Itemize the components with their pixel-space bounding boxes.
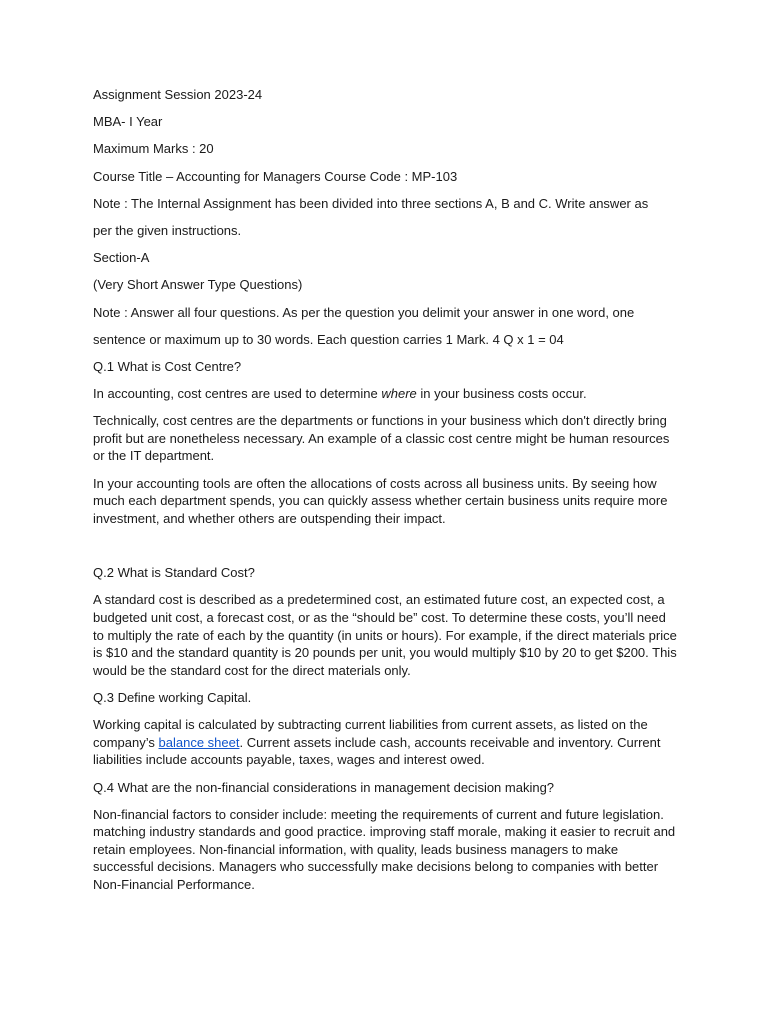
- answer-1-text-a: In accounting, cost centres are used to determine: [93, 386, 382, 402]
- section-note-line-1: Note : Answer all four questions. As per the question you delimit your answer in one word, one: [93, 304, 635, 320]
- assignment-note-line-2: per the given instructions.: [93, 222, 242, 238]
- answer-1-paragraph-1: [93, 385, 679, 403]
- answer-3: [93, 716, 679, 769]
- section-title: Section-A: [93, 250, 150, 266]
- answer-4: Non-financial factors to consider include: meeting the requirements of current and future legislation. matching industry standards and good practice. improving staff morale, making it easier to recruit and retain employees. Non-financial information, with quality, leads business managers to make successful decisions. Managers who successfully make decisions belong to companies with better Non-Financial Performance.: [93, 806, 676, 893]
- course-title: Course Title – Accounting for Managers Course Code : MP-103: [93, 168, 458, 184]
- document-page: [93, 86, 679, 903]
- assignment-note-line-1: Note : The Internal Assignment has been divided into three sections A, B and C. Write answer as: [93, 195, 649, 211]
- program-year: MBA- I Year: [93, 114, 163, 130]
- answer-2: A standard cost is described as a predetermined cost, an estimated future cost, an expected cost, a budgeted unit cost, a forecast cost, or as the “should be” cost. To determine these costs, you’ll need to multiply the rate of each by the quantity (in units or hours). For example, if the direct materials price is $10 and the standard quantity is 20 pounds per unit, you would multiply $10 by 20 to get $200. This would be the standard cost for the direct materials only.: [93, 592, 677, 678]
- question-2: Q.2 What is Standard Cost?: [93, 565, 255, 581]
- assignment-session: Assignment Session 2023-24: [93, 87, 263, 102]
- blank-line: [93, 537, 679, 555]
- section-note-line-2: sentence or maximum up to 30 words. Each question carries 1 Mark. 4 Q x 1 = 04: [93, 331, 564, 347]
- maximum-marks: Maximum Marks : 20: [93, 141, 214, 157]
- answer-3-text-a: Working capital is calculated by subtracting current liabilities from current assets, as listed on the company’s: [93, 717, 648, 750]
- question-3: Q.3 Define working Capital.: [93, 689, 252, 705]
- balance-sheet-link[interactable]: balance sheet: [158, 734, 240, 750]
- answer-1-emphasis: where: [381, 386, 417, 402]
- answer-1-paragraph-2: Technically, cost centres are the departments or functions in your business which don't directly bring profit but are nonetheless necessary. An example of a classic cost centre might be human resources or the IT department.: [93, 413, 670, 464]
- question-1: Q.1 What is Cost Centre?: [93, 358, 242, 374]
- answer-3-text-b: . Current assets include cash, accounts receivable and inventory. Current liabilities include accounts payable, taxes, wages and interest owed.: [93, 734, 661, 768]
- answer-1-text-b: in your business costs occur.: [416, 386, 587, 402]
- question-4: Q.4 What are the non-financial considerations in management decision making?: [93, 779, 555, 795]
- answer-1-paragraph-3: In your accounting tools are often the allocations of costs across all business units. By seeing how much each department spends, you can quickly assess whether certain business units require more investment, and whether others are outspending their impact.: [93, 475, 668, 526]
- section-subtitle: (Very Short Answer Type Questions): [93, 277, 303, 293]
